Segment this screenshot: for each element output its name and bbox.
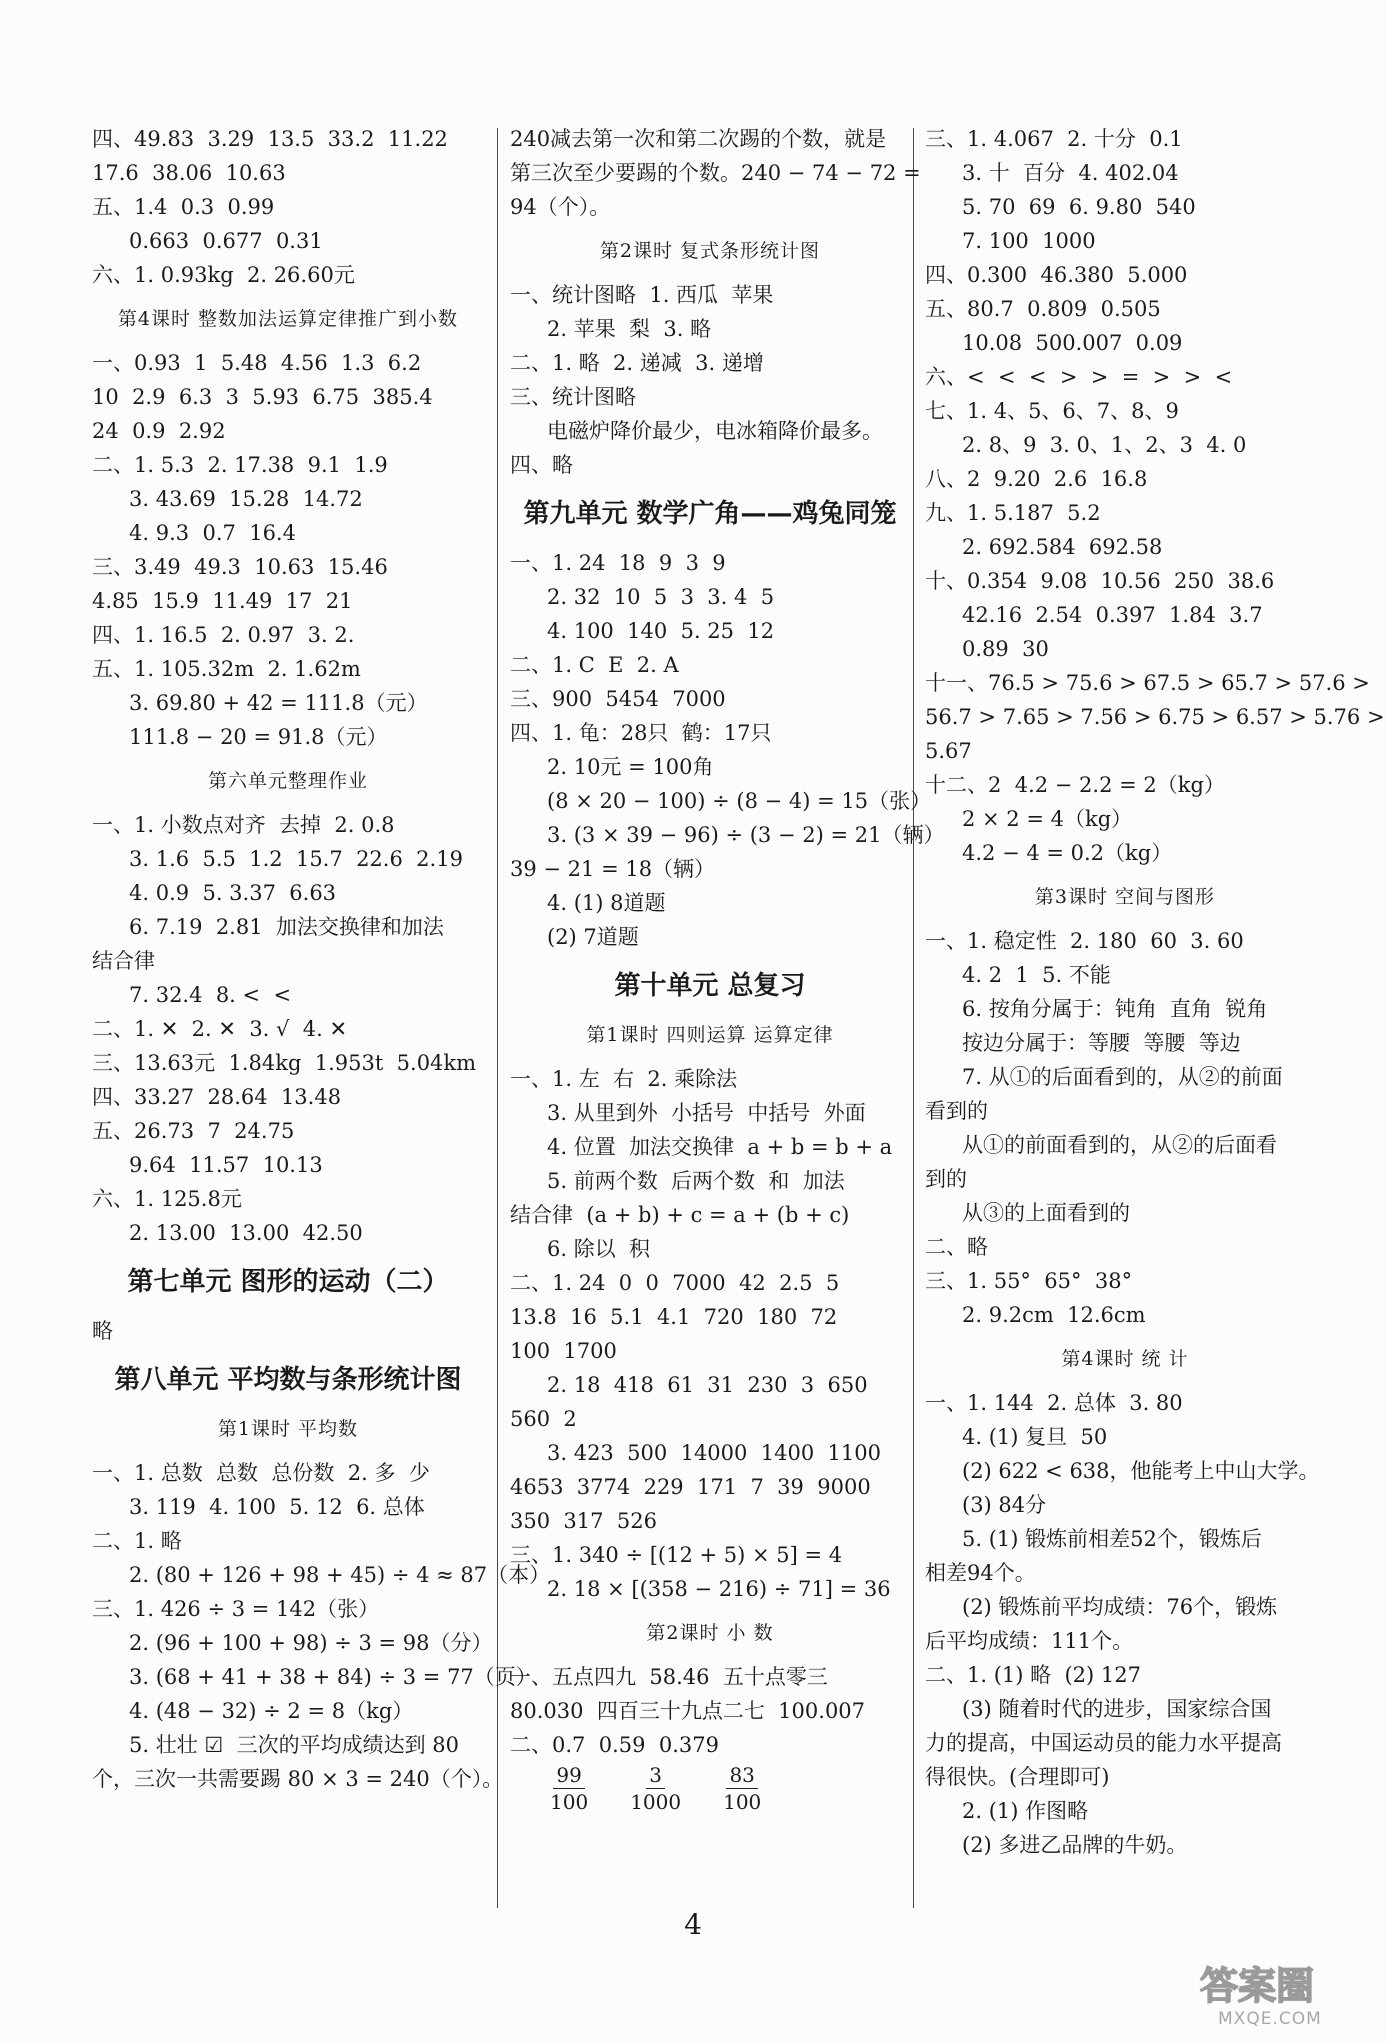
answer-line: 3. 从里到外 小括号 中括号 外面 bbox=[547, 1101, 866, 1125]
fraction-numerator: 3 bbox=[646, 1762, 665, 1789]
answer-line: 6. 按角分属于：钝角 直角 锐角 bbox=[962, 997, 1268, 1021]
answer-line: 42.16 2.54 0.397 1.84 3.7 bbox=[962, 603, 1263, 627]
answer-line: 相差94个。 bbox=[925, 1561, 1036, 1585]
answer-line: 3. (3 × 39 − 96) ÷ (3 − 2) = 21（辆） bbox=[547, 823, 945, 847]
answer-line: 一、0.93 1 5.48 4.56 1.3 6.2 bbox=[92, 351, 422, 375]
answer-line: (3) 随着时代的进步，国家综合国 bbox=[962, 1697, 1272, 1721]
column-divider-left bbox=[497, 128, 498, 1908]
section-subheading: 第六单元整理作业 bbox=[207, 770, 368, 792]
answer-line: 10.08 500.007 0.09 bbox=[962, 331, 1183, 355]
answer-line: 24 0.9 2.92 bbox=[92, 419, 226, 443]
answer-line: 一、1. 144 2. 总体 3. 80 bbox=[925, 1391, 1183, 1415]
answer-line: (3) 84分 bbox=[962, 1493, 1047, 1517]
answer-line: 56.7 > 7.65 > 7.56 > 6.75 > 6.57 > 5.76 > bbox=[925, 705, 1385, 729]
answer-line: 二、1. 24 0 0 7000 42 2.5 5 bbox=[510, 1271, 840, 1295]
answer-line: 从①的前面看到的，从②的后面看 bbox=[962, 1133, 1277, 1157]
answer-line: 4.85 15.9 11.49 17 21 bbox=[92, 589, 353, 613]
answer-line: 7. 32.4 8. < < bbox=[129, 983, 292, 1007]
answer-line: 3. 69.80 + 42 = 111.8（元） bbox=[129, 691, 428, 715]
answer-line: 6. 7.19 2.81 加法交换律和加法 bbox=[129, 915, 444, 939]
answer-line: 2. 18 × [(358 − 216) ÷ 71] = 36 bbox=[547, 1577, 891, 1601]
answer-line: 2. (80 + 126 + 98 + 45) ÷ 4 ≈ 87（本） bbox=[129, 1563, 551, 1587]
answer-line: 2. 32 10 5 3 3. 4 5 bbox=[547, 585, 775, 609]
column-divider-right bbox=[913, 128, 914, 1908]
answer-line: 九、1. 5.187 5.2 bbox=[925, 501, 1101, 525]
section-subheading: 第4课时 整数加法运算定律推广到小数 bbox=[117, 308, 459, 330]
answer-line: 个，三次一共需要踢 80 × 3 = 240（个）。 bbox=[92, 1767, 504, 1791]
answer-line: 3. 1.6 5.5 1.2 15.7 22.6 2.19 bbox=[129, 847, 463, 871]
answer-line: (2) 锻炼前平均成绩：76个，锻炼 bbox=[962, 1595, 1278, 1619]
answer-line: 17.6 38.06 10.63 bbox=[92, 161, 286, 185]
fraction bbox=[630, 1762, 681, 1815]
page-number: 4 bbox=[684, 1908, 702, 1941]
fraction-denominator: 100 bbox=[723, 1790, 762, 1814]
answer-line: (2) 7道题 bbox=[547, 925, 639, 949]
answer-line: (8 × 20 − 100) ÷ (8 − 4) = 15（张） bbox=[547, 789, 932, 813]
answer-line: 从③的上面看到的 bbox=[962, 1201, 1130, 1225]
middle-column bbox=[510, 122, 945, 1815]
answer-line: 二、1. 略 bbox=[92, 1529, 182, 1553]
answer-line: 一、1. 总数 总数 总份数 2. 多 少 bbox=[92, 1461, 430, 1485]
answer-line: 2. (96 + 100 + 98) ÷ 3 = 98（分） bbox=[129, 1631, 493, 1655]
answer-line: 三、1. 55° 65° 38° bbox=[925, 1269, 1133, 1293]
answer-line: 三、900 5454 7000 bbox=[510, 687, 726, 711]
answer-line: (2) 622 < 638，他能考上中山大学。 bbox=[962, 1459, 1320, 1483]
answer-line: 2. 8、9 3. 0、1、2、3 4. 0 bbox=[962, 433, 1247, 457]
answer-line: 五、80.7 0.809 0.505 bbox=[925, 297, 1161, 321]
answer-line: 二、1. 5.3 2. 17.38 9.1 1.9 bbox=[92, 453, 388, 477]
answer-line: 六、1. 125.8元 bbox=[92, 1187, 242, 1211]
answer-line: 4653 3774 229 171 7 39 9000 bbox=[510, 1475, 871, 1499]
unit-heading: 第七单元 图形的运动（二） bbox=[127, 1267, 449, 1297]
answer-line: 四、33.27 28.64 13.48 bbox=[92, 1085, 342, 1109]
answer-line: 3. 十 百分 4. 402.04 bbox=[962, 161, 1179, 185]
answer-line: 结合律 (a + b) + c = a + (b + c) bbox=[510, 1203, 850, 1227]
answer-line: 一、1. 24 18 9 3 9 bbox=[510, 551, 726, 575]
unit-heading: 第八单元 平均数与条形统计图 bbox=[114, 1365, 462, 1395]
answer-line: 9.64 11.57 10.13 bbox=[129, 1153, 323, 1177]
answer-line: 四、1. 龟：28只 鹤：17只 bbox=[510, 721, 772, 745]
answer-line: 二、1. ✕ 2. ✕ 3. √ 4. ✕ bbox=[92, 1017, 348, 1041]
answer-line: 7. 100 1000 bbox=[962, 229, 1096, 253]
answer-line: 十、0.354 9.08 10.56 250 38.6 bbox=[925, 569, 1275, 593]
answer-line: 2. (1) 作图略 bbox=[962, 1799, 1089, 1823]
answer-line: 6. 除以 积 bbox=[547, 1237, 651, 1261]
fraction bbox=[550, 1762, 588, 1815]
answer-line: 3. 119 4. 100 5. 12 6. 总体 bbox=[129, 1495, 425, 1519]
answer-line: 二、1. C E 2. A bbox=[510, 653, 679, 677]
answer-line: 八、2 9.20 2.6 16.8 bbox=[925, 467, 1148, 491]
answer-line: 二、略 bbox=[925, 1235, 988, 1259]
answer-line: 2. 18 418 61 31 230 3 650 bbox=[547, 1373, 868, 1397]
answer-line: 一、五点四九 58.46 五十点零三 bbox=[510, 1665, 828, 1689]
answer-line: 四、略 bbox=[510, 453, 573, 477]
answer-line: 后平均成绩：111个。 bbox=[925, 1629, 1134, 1653]
answer-line: 结合律 bbox=[92, 949, 155, 973]
answer-line: 3. 43.69 15.28 14.72 bbox=[129, 487, 363, 511]
answer-line: 560 2 bbox=[510, 1407, 577, 1431]
answer-line: 94（个）。 bbox=[510, 195, 611, 219]
right-column bbox=[925, 122, 1385, 1862]
answer-line: 2. 苹果 梨 3. 略 bbox=[547, 317, 712, 341]
answer-line: 二、1. 略 2. 递减 3. 递增 bbox=[510, 351, 764, 375]
answer-line: 7. 从①的后面看到的，从②的前面 bbox=[962, 1065, 1283, 1089]
answer-line: 4.2 − 4 = 0.2（kg） bbox=[962, 841, 1173, 865]
answer-line: 三、13.63元 1.84kg 1.953t 5.04km bbox=[92, 1051, 477, 1075]
section-subheading: 第4课时 统 计 bbox=[1061, 1348, 1189, 1370]
answer-line: 二、0.7 0.59 0.379 bbox=[510, 1733, 719, 1757]
section-subheading: 第1课时 平均数 bbox=[217, 1418, 359, 1440]
answer-line: 四、0.300 46.380 5.000 bbox=[925, 263, 1188, 287]
watermark-url: MXQE.COM bbox=[1218, 2009, 1322, 2029]
answer-line: 4. (1) 复旦 50 bbox=[962, 1425, 1108, 1449]
answer-line: 五、26.73 7 24.75 bbox=[92, 1119, 295, 1143]
section-subheading: 第1课时 四则运算 运算定律 bbox=[586, 1024, 834, 1046]
answer-line: 按边分属于：等腰 等腰 等边 bbox=[962, 1031, 1241, 1055]
answer-line: 3. (68 + 41 + 38 + 84) ÷ 3 = 77（页） bbox=[129, 1665, 537, 1689]
answer-line: 三、1. 4.067 2. 十分 0.1 bbox=[925, 127, 1183, 151]
answer-line: 2 × 2 = 4（kg） bbox=[962, 807, 1133, 831]
answer-line: 10 2.9 6.3 3 5.93 6.75 385.4 bbox=[92, 385, 433, 409]
answer-line: 4. (1) 8道题 bbox=[547, 891, 666, 915]
answer-line: 到的 bbox=[925, 1167, 967, 1191]
answer-line: 5. 70 69 6. 9.80 540 bbox=[962, 195, 1196, 219]
answer-line: 5. 壮壮 ☑ 三次的平均成绩达到 80 bbox=[129, 1733, 459, 1757]
watermark-logo bbox=[1200, 1955, 1380, 2039]
answer-line: 4. 位置 加法交换律 a + b = b + a bbox=[547, 1135, 893, 1159]
answer-line: 四、1. 16.5 2. 0.97 3. 2. bbox=[92, 623, 355, 647]
answer-line: 一、1. 左 右 2. 乘除法 bbox=[510, 1067, 738, 1091]
answer-line: 十二、2 4.2 − 2.2 = 2（kg） bbox=[925, 773, 1225, 797]
answer-line: 0.89 30 bbox=[962, 637, 1049, 661]
answer-line: 二、1. (1) 略 (2) 127 bbox=[925, 1663, 1141, 1687]
answer-line: 三、统计图略 bbox=[510, 385, 636, 409]
answer-line: 得很快。(合理即可) bbox=[925, 1765, 1110, 1789]
watermark-logo-text: 答案圈 bbox=[1200, 1964, 1315, 2008]
answer-line: 六、< < < > > = > > < bbox=[925, 365, 1233, 389]
answer-line: 一、1. 稳定性 2. 180 60 3. 60 bbox=[925, 929, 1244, 953]
answer-line: 3. 423 500 14000 1400 1100 bbox=[547, 1441, 881, 1465]
answer-line: (2) 多进乙品牌的牛奶。 bbox=[962, 1833, 1188, 1857]
answer-line: 一、统计图略 1. 西瓜 苹果 bbox=[510, 283, 774, 307]
answer-line: 4. 0.9 5. 3.37 6.63 bbox=[129, 881, 337, 905]
fraction-denominator: 1000 bbox=[630, 1790, 682, 1814]
fraction-denominator: 100 bbox=[550, 1790, 589, 1814]
fraction-numerator: 99 bbox=[553, 1762, 584, 1789]
answer-line: 五、1.4 0.3 0.99 bbox=[92, 195, 275, 219]
answer-line: 一、1. 小数点对齐 去掉 2. 0.8 bbox=[92, 813, 395, 837]
answer-line: 5.67 bbox=[925, 739, 972, 763]
answer-line: 六、1. 0.93kg 2. 26.60元 bbox=[92, 263, 355, 287]
answer-line: 第三次至少要踢的个数。240 − 74 − 72 = bbox=[510, 161, 921, 185]
answer-line: 13.8 16 5.1 4.1 720 180 72 bbox=[510, 1305, 838, 1329]
answer-line: 三、3.49 49.3 10.63 15.46 bbox=[92, 555, 388, 579]
answer-line: 力的提高，中国运动员的能力水平提高 bbox=[925, 1731, 1282, 1755]
section-subheading: 第3课时 空间与图形 bbox=[1034, 886, 1216, 908]
answer-line: 看到的 bbox=[925, 1099, 988, 1123]
fraction-row bbox=[510, 1762, 910, 1815]
answer-line: 350 317 526 bbox=[510, 1509, 657, 1533]
answer-line: 111.8 − 20 = 91.8（元） bbox=[129, 725, 388, 749]
answer-line: 七、1. 4、5、6、7、8、9 bbox=[925, 399, 1179, 423]
answer-line: 4. (48 − 32) ÷ 2 = 8（kg） bbox=[129, 1699, 414, 1723]
answer-line: 5. (1) 锻炼前相差52个，锻炼后 bbox=[962, 1527, 1262, 1551]
unit-heading: 第十单元 总复习 bbox=[614, 971, 806, 1001]
answer-line: 略 bbox=[92, 1319, 113, 1343]
answer-line: 2. 692.584 692.58 bbox=[962, 535, 1163, 559]
answer-line: 4. 2 1 5. 不能 bbox=[962, 963, 1111, 987]
answer-line: 三、1. 426 ÷ 3 = 142（张） bbox=[92, 1597, 380, 1621]
answer-line: 5. 前两个数 后两个数 和 加法 bbox=[547, 1169, 845, 1193]
answer-line: 240减去第一次和第二次踢的个数，就是 bbox=[510, 127, 887, 151]
fraction-numerator: 83 bbox=[726, 1762, 757, 1789]
answer-line: 4. 9.3 0.7 16.4 bbox=[129, 521, 296, 545]
answer-line: 十一、76.5 > 75.6 > 67.5 > 65.7 > 57.6 > bbox=[925, 671, 1370, 695]
answer-line: 2. 13.00 13.00 42.50 bbox=[129, 1221, 363, 1245]
section-subheading: 第2课时 小 数 bbox=[646, 1622, 774, 1644]
answer-line: 五、1. 105.32m 2. 1.62m bbox=[92, 657, 361, 681]
answer-line: 电磁炉降价最少，电冰箱降价最多。 bbox=[547, 419, 883, 443]
answer-line: 四、49.83 3.29 13.5 33.2 11.22 bbox=[92, 127, 448, 151]
answer-line: 4. 100 140 5. 25 12 bbox=[547, 619, 775, 643]
answer-line: 2. 10元 = 100角 bbox=[547, 755, 714, 779]
answer-line: 100 1700 bbox=[510, 1339, 617, 1363]
fraction bbox=[723, 1762, 761, 1815]
unit-heading: 第九单元 数学广角——鸡兔同笼 bbox=[523, 499, 897, 529]
answer-line: 2. 9.2cm 12.6cm bbox=[962, 1303, 1146, 1327]
answer-line: 80.030 四百三十九点二七 100.007 bbox=[510, 1699, 866, 1723]
section-subheading: 第2课时 复式条形统计图 bbox=[599, 240, 821, 262]
answer-line: 39 − 21 = 18（辆） bbox=[510, 857, 716, 881]
answer-line: 三、1. 340 ÷ [(12 + 5) × 5] = 4 bbox=[510, 1543, 843, 1567]
answer-line: 0.663 0.677 0.31 bbox=[129, 229, 323, 253]
